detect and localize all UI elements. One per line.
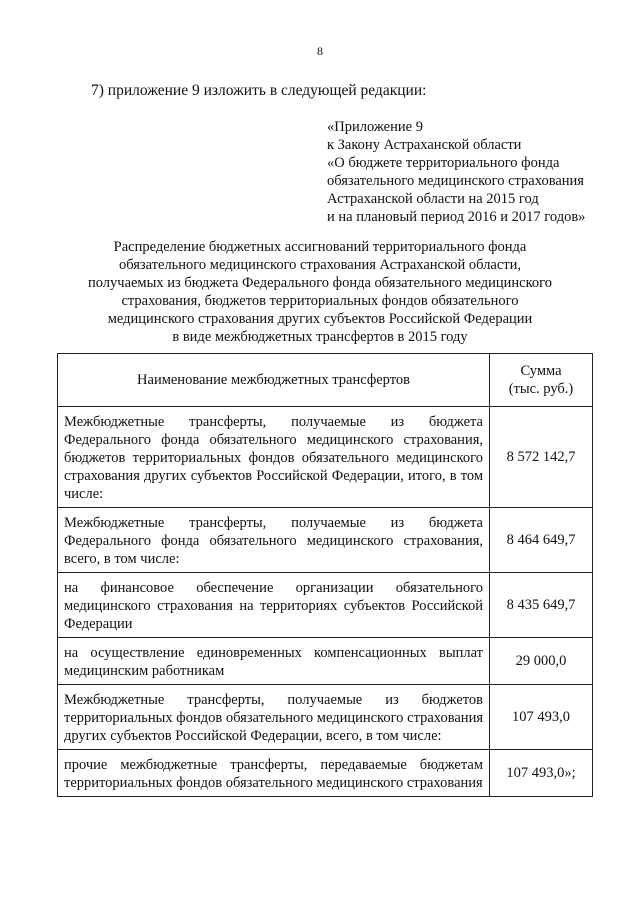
- row-amount-cell: 8 464 649,7: [490, 508, 593, 573]
- row-name-cell: Межбюджетные трансферты, получаемые из бюджета Федерального фонда обязательного медицинского страхования, всего, в том числе:: [58, 508, 490, 573]
- heading-line: страхования, бюджетов территориальных фондов обязательного: [121, 293, 519, 309]
- table-header-row: [58, 354, 593, 407]
- table-row: [58, 573, 593, 638]
- annex-line: «О бюджете территориального фонда: [327, 155, 560, 171]
- row-name-cell: Межбюджетные трансферты, получаемые из бюджета Федерального фонда обязательного медицинского страхования, бюджетов территориальных фондов обязательного медицинского страхования других субъектов Российской Федерации, итого, в том числе:: [58, 407, 490, 508]
- row-amount-cell: 8 435 649,7: [490, 573, 593, 638]
- annex-line: Астраханской области на 2015 год: [327, 191, 539, 207]
- heading-line: медицинского страхования других субъектов Российской Федерации: [107, 311, 533, 327]
- heading-line: обязательного медицинского страхования Астраханской области,: [118, 257, 522, 273]
- transfers-table: [57, 353, 593, 797]
- page-number: 8: [317, 44, 323, 58]
- document-heading: [40, 238, 600, 346]
- row-name-cell: на финансовое обеспечение организации обязательного медицинского страхования на территориях субъектов Российской Федерации: [58, 573, 490, 638]
- annex-line: «Приложение 9: [327, 119, 423, 135]
- table-row: [58, 638, 593, 685]
- header-sum-label: Сумма: [520, 363, 562, 379]
- annex-reference-block: [327, 118, 585, 226]
- heading-line: получаемых из бюджета Федерального фонда обязательного медицинского: [87, 275, 553, 291]
- header-sum-cell: [490, 354, 593, 407]
- annex-line: и на плановый период 2016 и 2017 годов»: [327, 209, 586, 225]
- amendment-intro: 7) приложение 9 изложить в следующей редакции:: [91, 82, 427, 99]
- heading-line: в виде межбюджетных трансфертов в 2015 году: [172, 329, 468, 345]
- row-name-cell: Межбюджетные трансферты, получаемые из бюджетов территориальных фондов обязательного медицинского страхования других субъектов Российской Федерации, всего, в том числе:: [58, 685, 490, 750]
- header-sum-unit: (тыс. руб.): [508, 381, 574, 397]
- row-amount-cell: 107 493,0»;: [490, 750, 593, 797]
- table-row: [58, 750, 593, 797]
- header-name-cell: Наименование межбюджетных трансфертов: [58, 354, 490, 407]
- row-amount-cell: 29 000,0: [490, 638, 593, 685]
- row-name-cell: на осуществление единовременных компенсационных выплат медицинским работникам: [58, 638, 490, 685]
- table-row: [58, 508, 593, 573]
- annex-line: обязательного медицинского страхования: [327, 173, 584, 189]
- annex-line: к Закону Астраханской области: [327, 137, 522, 153]
- table-row: [58, 685, 593, 750]
- row-amount-cell: 8 572 142,7: [490, 407, 593, 508]
- row-name-cell: прочие межбюджетные трансферты, передаваемые бюджетам территориальных фондов обязательного медицинского страхования: [58, 750, 490, 797]
- row-amount-cell: 107 493,0: [490, 685, 593, 750]
- heading-line: Распределение бюджетных ассигнований территориального фонда: [113, 239, 527, 255]
- table-row: [58, 407, 593, 508]
